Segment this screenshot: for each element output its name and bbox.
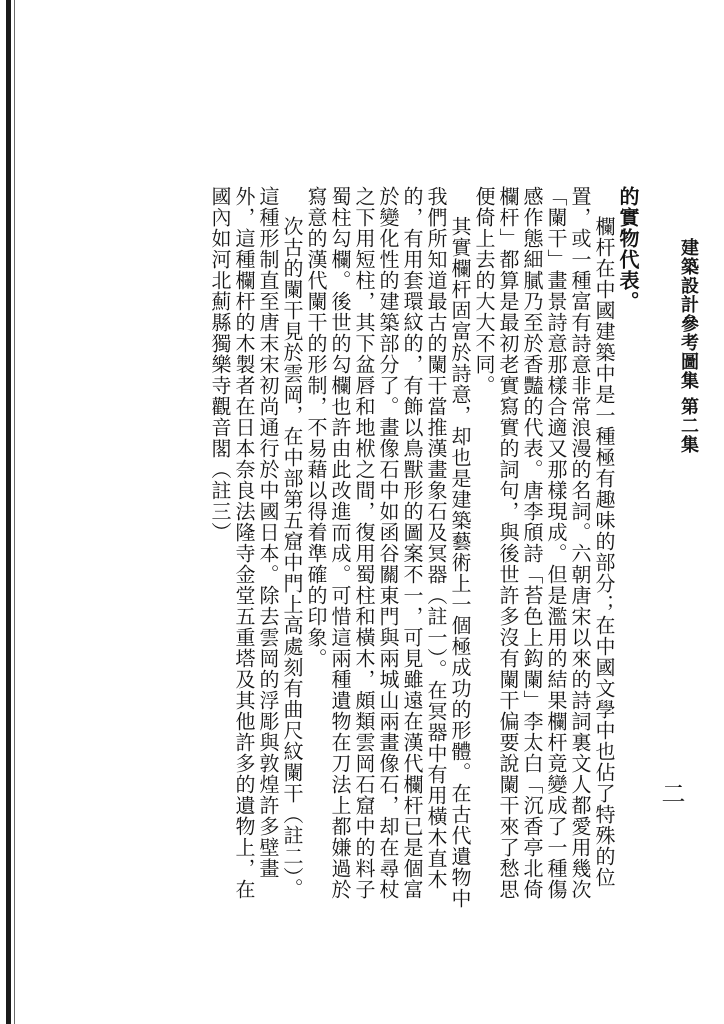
section-opening-line: 的實物代表。: [616, 186, 640, 312]
paragraph-yungang-railings: 次古的闌干見於雲岡，在中部第五窟中門上高處刻有曲尺紋闌干（註二）。這種形制直至唐末宋初尚通行於中國日本。除去雲岡的浮彫與敦煌許多壁畫外，這種欄杆的木製者在日本奈良法隆寺金堂五重塔及其他許多的遺物上，在國內如河北薊縣獨樂寺觀音閣（註三）: [208, 186, 304, 900]
page-number: 二: [657, 781, 685, 805]
paragraph-railings-in-literature: 欄杆在中國建築中是一種極有趣味的部分；在中國文學中也佔了特殊的位置，或一種富有詩意非常浪漫的名詞。六朝唐宋以來的詩詞裏文人都愛用幾次「闌干」畫景詩意那樣合適又那樣現成。但是濫用的結果欄杆竟變成了一種傷感作態細膩乃至於香豔的代表。唐李頎詩「苔色上鈎闌」李太白「沉香亭北倚欄杆」都算是最初老實寫實的詞句，與後世許多沒有闌干偏要說闌干來了愁思便倚上去的大大不同。: [472, 186, 616, 900]
paragraph-earliest-railings: 其實欄杆固富於詩意，却也是建築藝術上一個極成功的形體。在古代遺物中我們所知道最古的闌干當推漢畫象石及冥器（註一）。在冥器中有用橫木直木的，有用套環紋的，有飾以鳥獸形的圖案不一，可見雖遠在漢代欄杆已是個富於變化性的建築部分了。畫像石中如函谷關東門與兩城山兩畫像石，却在尋杖之下用短柱，其下盆唇和地栿之間，復用蜀柱和橫木，頗類雲岡石窟中的料子蜀柱勾欄。後世的勾欄也許由此改進而成。可惜這兩種遺物在刀法上都嫌過於寫意的漢代闌干的形制，不易藉以得着準確的印象。: [304, 186, 472, 909]
running-header: 建築設計參考圖集 第二集: [678, 238, 699, 455]
page-edge-thin-rule: [14, 0, 15, 1024]
body-text: [112, 186, 640, 916]
page-edge-rule: [6, 0, 11, 1024]
